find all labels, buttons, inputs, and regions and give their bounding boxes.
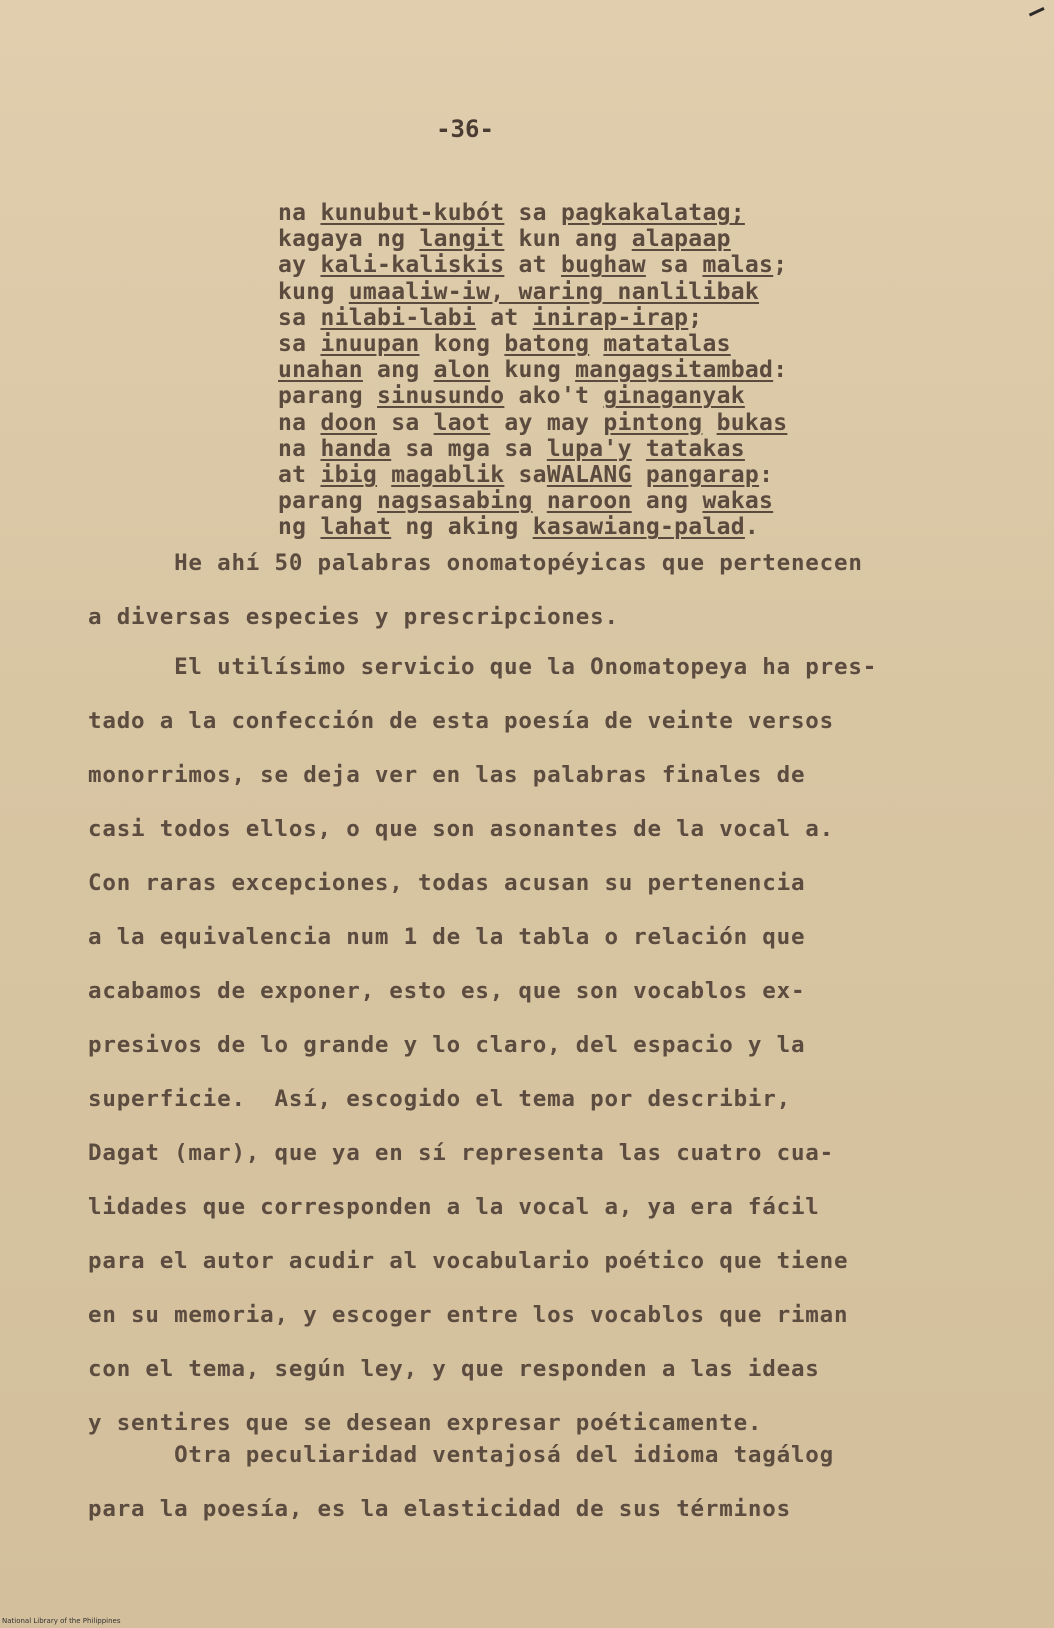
underlined-word: inirap-irap xyxy=(532,304,689,331)
poem-text: at xyxy=(278,462,321,489)
poem-text: na xyxy=(278,435,321,462)
text-line: tado a la confección de esta poesía de veinte versos xyxy=(88,708,834,734)
paragraph-3 xyxy=(88,1428,948,1536)
underlined-word: unahan xyxy=(278,357,363,384)
text-line: Otra peculiaridad ventajosá del idioma tagálog xyxy=(88,1442,834,1468)
text-line: El utilísimo servicio que la Onomatopeya ha pres- xyxy=(88,654,878,680)
poem-text: ako't xyxy=(504,383,604,410)
poem-line xyxy=(278,252,898,278)
poem-text xyxy=(632,462,646,488)
poem-line xyxy=(278,436,898,462)
poem-text: kagaya ng xyxy=(278,226,420,253)
text-line: a diversas especies y prescripciones. xyxy=(88,604,619,630)
poem-text: sa xyxy=(645,252,703,279)
text-line: a la equivalencia num 1 de la tabla o relación que xyxy=(88,924,806,950)
underlined-word: ibig xyxy=(320,462,378,489)
text-line: acabamos de exponer, esto es, que son vocablos ex- xyxy=(88,978,806,1004)
underlined-word: wakas xyxy=(702,488,774,515)
poem-text: ang xyxy=(631,488,703,515)
text-line: presivos de lo grande y lo claro, del espacio y la xyxy=(88,1032,806,1058)
poem-text: ; xyxy=(688,304,703,331)
poem-text xyxy=(589,331,603,357)
underlined-word: umaaliw-iw, waring nanlilibak xyxy=(348,278,760,305)
poem-text: sa mga sa xyxy=(391,435,547,462)
underlined-word: langit xyxy=(419,226,505,253)
underlined-word: handa xyxy=(320,435,392,462)
underlined-word: naroon xyxy=(546,488,632,515)
poem-text: : xyxy=(759,462,774,489)
text-line: He ahí 50 palabras onomatopéyicas que pertenecen xyxy=(88,550,863,576)
text-line: para la poesía, es la elasticidad de sus términos xyxy=(88,1496,791,1522)
poem-text: ng aking xyxy=(391,514,533,541)
poem-text: sa xyxy=(377,409,434,436)
underlined-word: ginaganyak xyxy=(603,383,745,410)
poem-text: parang xyxy=(278,383,378,410)
underlined-word: matatalas xyxy=(603,331,731,358)
underlined-word: WALANG xyxy=(546,462,632,489)
poem-text: kun ang xyxy=(504,226,632,253)
underlined-word: kunubut-kubót xyxy=(320,200,505,226)
poem-text: sa xyxy=(504,200,561,226)
poem-line xyxy=(278,331,898,357)
poem-text: ay may xyxy=(490,409,604,436)
poem-text: na xyxy=(278,409,321,436)
underlined-word: inuupan xyxy=(320,331,420,358)
poem-line xyxy=(278,200,898,226)
text-line: lidades que corresponden a la vocal a, ya era fácil xyxy=(88,1194,820,1220)
poem-text: at xyxy=(504,252,561,279)
poem-text: kong xyxy=(419,331,505,358)
text-line: Con raras excepciones, todas acusan su pertenencia xyxy=(88,870,806,896)
underlined-word: kali-kaliskis xyxy=(320,252,505,279)
ink-mark xyxy=(1029,7,1047,22)
underlined-word: nagsasabing xyxy=(377,488,533,515)
underlined-word: sinusundo xyxy=(377,383,505,410)
text-line: en su memoria, y escoger entre los vocablos que riman xyxy=(88,1302,849,1328)
poem-text: : xyxy=(773,357,788,384)
poem-text: parang xyxy=(278,488,378,515)
text-line: Dagat (mar), que ya en sí representa las cuatro cua- xyxy=(88,1140,834,1166)
poem-block xyxy=(278,200,898,541)
underlined-word: malas xyxy=(702,252,774,279)
underlined-word: pagkakalatag; xyxy=(560,200,745,226)
underlined-word: alapaap xyxy=(631,226,731,253)
text-line: con el tema, según ley, y que responden a las ideas xyxy=(88,1356,820,1382)
underlined-word: pangarap xyxy=(645,462,760,489)
poem-line xyxy=(278,279,898,305)
paragraph-2 xyxy=(88,640,948,1450)
poem-text: sa xyxy=(278,331,321,358)
text-line: casi todos ellos, o que son asonantes de la vocal a. xyxy=(88,816,834,842)
underlined-word: nilabi-labi xyxy=(320,304,477,331)
underlined-word: kasawiang-palad xyxy=(532,514,745,541)
underlined-word: lupa'y xyxy=(546,435,632,462)
underlined-word: batong xyxy=(504,331,590,358)
underlined-word: bukas xyxy=(716,409,788,436)
poem-text: na xyxy=(278,200,321,226)
poem-line xyxy=(278,488,898,514)
underlined-word: alon xyxy=(433,357,491,384)
poem-text: at xyxy=(476,304,533,331)
poem-text xyxy=(533,488,547,514)
text-line: y sentires que se desean expresar poéticamente. xyxy=(88,1410,763,1436)
poem-text: ng xyxy=(278,514,321,541)
paragraph-1 xyxy=(88,536,948,644)
text-line: superficie. Así, escogido el tema por describir, xyxy=(88,1086,791,1112)
poem-text xyxy=(702,410,716,436)
poem-line xyxy=(278,383,898,409)
poem-line xyxy=(278,357,898,383)
poem-text: . xyxy=(744,514,760,541)
poem-line xyxy=(278,226,898,252)
poem-text: ; xyxy=(773,252,788,279)
poem-line xyxy=(278,305,898,331)
underlined-word: lahat xyxy=(320,514,392,541)
poem-text: sa xyxy=(278,304,321,331)
poem-text: kung xyxy=(278,278,349,305)
poem-text: ay xyxy=(278,252,321,279)
poem-line xyxy=(278,410,898,436)
underlined-word: pintong xyxy=(603,409,703,436)
poem-text: ang xyxy=(362,357,434,384)
poem-text xyxy=(632,436,646,462)
underlined-word: doon xyxy=(320,409,378,436)
text-line: monorrimos, se deja ver en las palabras finales de xyxy=(88,762,806,788)
underlined-word: tatakas xyxy=(645,435,745,462)
poem-text: sa xyxy=(504,462,547,489)
underlined-word: mangagsitambad xyxy=(575,357,774,384)
underlined-word: laot xyxy=(433,409,491,436)
poem-text: kung xyxy=(490,357,576,384)
library-footer: National Library of the Philippines xyxy=(2,1617,121,1625)
page-number: -36- xyxy=(436,115,494,143)
underlined-word: magablik xyxy=(391,462,505,489)
poem-line xyxy=(278,462,898,488)
text-line: para el autor acudir al vocabulario poético que tiene xyxy=(88,1248,849,1274)
poem-text xyxy=(377,462,391,488)
underlined-word: bughaw xyxy=(560,252,646,279)
